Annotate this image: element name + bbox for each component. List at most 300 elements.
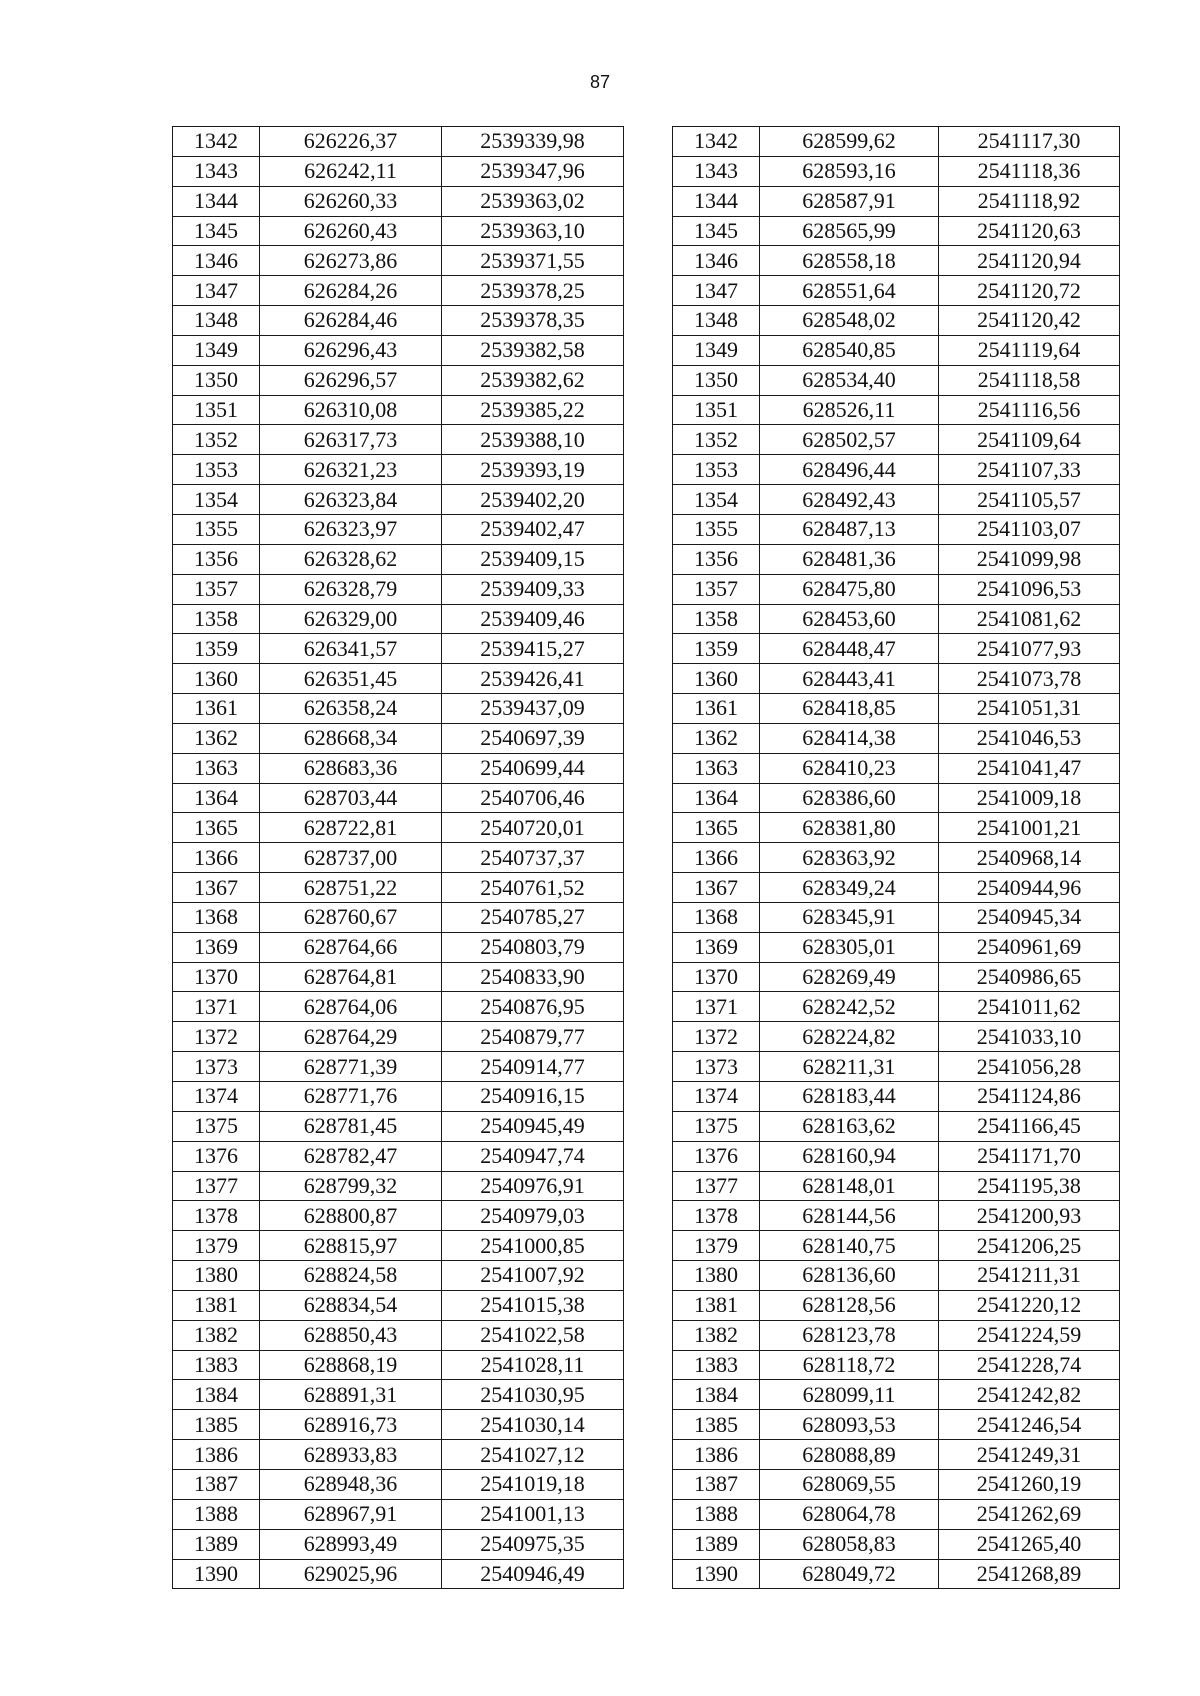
column-gap: [624, 1052, 673, 1082]
column-gap: [624, 932, 673, 962]
column-gap: [624, 1111, 673, 1141]
left-point-number: 1381: [173, 1290, 260, 1320]
left-point-number: 1342: [173, 127, 260, 157]
left-x-coordinate: 626321,23: [260, 455, 442, 485]
table-row: [173, 335, 1120, 365]
table-row: [173, 1111, 1120, 1141]
left-y-coordinate: 2539382,62: [442, 365, 624, 395]
left-point-number: 1390: [173, 1559, 260, 1589]
right-y-coordinate: 2540986,65: [939, 962, 1120, 992]
left-y-coordinate: 2540975,35: [442, 1529, 624, 1559]
column-gap: [624, 395, 673, 425]
left-y-coordinate: 2539385,22: [442, 395, 624, 425]
right-point-number: 1379: [673, 1231, 760, 1261]
left-x-coordinate: 628850,43: [260, 1320, 442, 1350]
right-point-number: 1377: [673, 1171, 760, 1201]
left-x-coordinate: 628764,06: [260, 992, 442, 1022]
left-point-number: 1389: [173, 1529, 260, 1559]
column-gap: [624, 1290, 673, 1320]
right-x-coordinate: 628148,01: [760, 1171, 939, 1201]
right-point-number: 1357: [673, 574, 760, 604]
table-row: [173, 186, 1120, 216]
right-y-coordinate: 2541118,92: [939, 186, 1120, 216]
column-gap: [624, 813, 673, 843]
left-point-number: 1383: [173, 1350, 260, 1380]
left-y-coordinate: 2540737,37: [442, 843, 624, 873]
left-y-coordinate: 2539402,20: [442, 485, 624, 515]
right-point-number: 1342: [673, 127, 760, 157]
left-y-coordinate: 2539402,47: [442, 514, 624, 544]
left-x-coordinate: 628751,22: [260, 873, 442, 903]
right-x-coordinate: 628540,85: [760, 335, 939, 365]
right-point-number: 1368: [673, 902, 760, 932]
right-x-coordinate: 628128,56: [760, 1290, 939, 1320]
right-point-number: 1351: [673, 395, 760, 425]
column-gap: [624, 455, 673, 485]
right-y-coordinate: 2541051,31: [939, 694, 1120, 724]
right-point-number: 1390: [673, 1559, 760, 1589]
right-point-number: 1371: [673, 992, 760, 1022]
left-y-coordinate: 2539347,96: [442, 156, 624, 186]
left-point-number: 1386: [173, 1440, 260, 1470]
column-gap: [624, 664, 673, 694]
table-row: [173, 1082, 1120, 1112]
table-row: [173, 276, 1120, 306]
left-point-number: 1365: [173, 813, 260, 843]
column-gap: [624, 1201, 673, 1231]
column-gap: [624, 276, 673, 306]
left-point-number: 1355: [173, 514, 260, 544]
right-x-coordinate: 628381,80: [760, 813, 939, 843]
left-x-coordinate: 626358,24: [260, 694, 442, 724]
right-point-number: 1382: [673, 1320, 760, 1350]
right-point-number: 1376: [673, 1141, 760, 1171]
right-y-coordinate: 2541220,12: [939, 1290, 1120, 1320]
left-x-coordinate: 628824,58: [260, 1261, 442, 1291]
table-row: [173, 1559, 1120, 1589]
left-x-coordinate: 626328,62: [260, 544, 442, 574]
right-point-number: 1367: [673, 873, 760, 903]
column-gap: [624, 723, 673, 753]
left-y-coordinate: 2540803,79: [442, 932, 624, 962]
left-point-number: 1358: [173, 604, 260, 634]
right-x-coordinate: 628487,13: [760, 514, 939, 544]
right-point-number: 1387: [673, 1469, 760, 1499]
right-x-coordinate: 628443,41: [760, 664, 939, 694]
table-row: [173, 932, 1120, 962]
left-x-coordinate: 626323,97: [260, 514, 442, 544]
left-y-coordinate: 2540697,39: [442, 723, 624, 753]
column-gap: [624, 753, 673, 783]
left-x-coordinate: 628722,81: [260, 813, 442, 843]
right-x-coordinate: 628242,52: [760, 992, 939, 1022]
left-x-coordinate: 626296,57: [260, 365, 442, 395]
left-y-coordinate: 2539371,55: [442, 246, 624, 276]
right-point-number: 1360: [673, 664, 760, 694]
column-gap: [624, 694, 673, 724]
column-gap: [624, 843, 673, 873]
right-point-number: 1350: [673, 365, 760, 395]
right-x-coordinate: 628136,60: [760, 1261, 939, 1291]
left-point-number: 1369: [173, 932, 260, 962]
left-y-coordinate: 2541030,14: [442, 1410, 624, 1440]
right-point-number: 1359: [673, 634, 760, 664]
column-gap: [624, 544, 673, 574]
column-gap: [624, 246, 673, 276]
right-y-coordinate: 2541242,82: [939, 1380, 1120, 1410]
table-row: [173, 694, 1120, 724]
column-gap: [624, 1320, 673, 1350]
table-row: [173, 723, 1120, 753]
column-gap: [624, 1529, 673, 1559]
table-row: [173, 1320, 1120, 1350]
left-x-coordinate: 626323,84: [260, 485, 442, 515]
column-gap: [624, 1082, 673, 1112]
left-y-coordinate: 2540879,77: [442, 1022, 624, 1052]
table-row: [173, 604, 1120, 634]
table-row: [173, 1141, 1120, 1171]
left-x-coordinate: 628782,47: [260, 1141, 442, 1171]
column-gap: [624, 992, 673, 1022]
right-x-coordinate: 628448,47: [760, 634, 939, 664]
left-point-number: 1350: [173, 365, 260, 395]
left-y-coordinate: 2539415,27: [442, 634, 624, 664]
left-x-coordinate: 628668,34: [260, 723, 442, 753]
right-point-number: 1372: [673, 1022, 760, 1052]
left-y-coordinate: 2539409,15: [442, 544, 624, 574]
right-y-coordinate: 2541118,36: [939, 156, 1120, 186]
right-x-coordinate: 628118,72: [760, 1350, 939, 1380]
right-x-coordinate: 628414,38: [760, 723, 939, 753]
column-gap: [624, 634, 673, 664]
right-x-coordinate: 628599,62: [760, 127, 939, 157]
column-gap: [624, 1231, 673, 1261]
right-point-number: 1348: [673, 306, 760, 336]
left-y-coordinate: 2539409,33: [442, 574, 624, 604]
column-gap: [624, 1171, 673, 1201]
left-y-coordinate: 2539382,58: [442, 335, 624, 365]
left-x-coordinate: 626260,43: [260, 216, 442, 246]
right-x-coordinate: 628453,60: [760, 604, 939, 634]
column-gap: [624, 306, 673, 336]
left-x-coordinate: 628948,36: [260, 1469, 442, 1499]
table-row: [173, 425, 1120, 455]
right-x-coordinate: 628305,01: [760, 932, 939, 962]
right-point-number: 1358: [673, 604, 760, 634]
right-y-coordinate: 2541120,72: [939, 276, 1120, 306]
right-y-coordinate: 2541120,42: [939, 306, 1120, 336]
column-gap: [624, 1440, 673, 1470]
column-gap: [624, 514, 673, 544]
table-row: [173, 843, 1120, 873]
page-number: 87: [589, 72, 611, 92]
right-point-number: 1384: [673, 1380, 760, 1410]
left-x-coordinate: 629025,96: [260, 1559, 442, 1589]
right-point-number: 1383: [673, 1350, 760, 1380]
left-point-number: 1347: [173, 276, 260, 306]
left-y-coordinate: 2540699,44: [442, 753, 624, 783]
right-x-coordinate: 628593,16: [760, 156, 939, 186]
right-x-coordinate: 628502,57: [760, 425, 939, 455]
right-y-coordinate: 2541249,31: [939, 1440, 1120, 1470]
left-point-number: 1387: [173, 1469, 260, 1499]
right-point-number: 1373: [673, 1052, 760, 1082]
right-x-coordinate: 628123,78: [760, 1320, 939, 1350]
column-gap: [624, 1559, 673, 1589]
right-x-coordinate: 628551,64: [760, 276, 939, 306]
right-y-coordinate: 2540944,96: [939, 873, 1120, 903]
right-x-coordinate: 628587,91: [760, 186, 939, 216]
table-row: [173, 1261, 1120, 1291]
left-x-coordinate: 628834,54: [260, 1290, 442, 1320]
right-x-coordinate: 628496,44: [760, 455, 939, 485]
left-point-number: 1361: [173, 694, 260, 724]
right-y-coordinate: 2541119,64: [939, 335, 1120, 365]
left-y-coordinate: 2539388,10: [442, 425, 624, 455]
left-x-coordinate: 626351,45: [260, 664, 442, 694]
right-x-coordinate: 628363,92: [760, 843, 939, 873]
right-x-coordinate: 628565,99: [760, 216, 939, 246]
left-y-coordinate: 2540706,46: [442, 783, 624, 813]
right-y-coordinate: 2541009,18: [939, 783, 1120, 813]
table-row: [173, 1410, 1120, 1440]
left-y-coordinate: 2539363,02: [442, 186, 624, 216]
left-point-number: 1373: [173, 1052, 260, 1082]
table-row: [173, 1380, 1120, 1410]
column-gap: [624, 425, 673, 455]
right-y-coordinate: 2541262,69: [939, 1499, 1120, 1529]
right-y-coordinate: 2541105,57: [939, 485, 1120, 515]
right-y-coordinate: 2541041,47: [939, 753, 1120, 783]
left-x-coordinate: 628771,39: [260, 1052, 442, 1082]
right-point-number: 1369: [673, 932, 760, 962]
right-point-number: 1386: [673, 1440, 760, 1470]
left-point-number: 1360: [173, 664, 260, 694]
right-point-number: 1374: [673, 1082, 760, 1112]
left-y-coordinate: 2540761,52: [442, 873, 624, 903]
right-point-number: 1378: [673, 1201, 760, 1231]
table-row: [173, 1231, 1120, 1261]
coordinates-table: [172, 126, 1120, 1589]
left-x-coordinate: 626284,46: [260, 306, 442, 336]
left-y-coordinate: 2540976,91: [442, 1171, 624, 1201]
left-x-coordinate: 626328,79: [260, 574, 442, 604]
left-y-coordinate: 2540979,03: [442, 1201, 624, 1231]
left-x-coordinate: 628799,32: [260, 1171, 442, 1201]
right-x-coordinate: 628058,83: [760, 1529, 939, 1559]
right-y-coordinate: 2541195,38: [939, 1171, 1120, 1201]
right-y-coordinate: 2541033,10: [939, 1022, 1120, 1052]
right-y-coordinate: 2541124,86: [939, 1082, 1120, 1112]
table-row: [173, 992, 1120, 1022]
left-x-coordinate: 626242,11: [260, 156, 442, 186]
column-gap: [624, 873, 673, 903]
left-point-number: 1379: [173, 1231, 260, 1261]
left-y-coordinate: 2539393,19: [442, 455, 624, 485]
left-point-number: 1362: [173, 723, 260, 753]
right-x-coordinate: 628349,24: [760, 873, 939, 903]
left-y-coordinate: 2540947,74: [442, 1141, 624, 1171]
table-row: [173, 1469, 1120, 1499]
column-gap: [624, 1022, 673, 1052]
right-point-number: 1389: [673, 1529, 760, 1559]
left-point-number: 1385: [173, 1410, 260, 1440]
table-row: [173, 634, 1120, 664]
right-point-number: 1355: [673, 514, 760, 544]
left-point-number: 1353: [173, 455, 260, 485]
right-y-coordinate: 2541109,64: [939, 425, 1120, 455]
right-x-coordinate: 628526,11: [760, 395, 939, 425]
right-y-coordinate: 2541077,93: [939, 634, 1120, 664]
right-x-coordinate: 628345,91: [760, 902, 939, 932]
right-point-number: 1345: [673, 216, 760, 246]
right-x-coordinate: 628475,80: [760, 574, 939, 604]
right-y-coordinate: 2541107,33: [939, 455, 1120, 485]
table-row: [173, 455, 1120, 485]
column-gap: [624, 604, 673, 634]
right-y-coordinate: 2541120,94: [939, 246, 1120, 276]
left-x-coordinate: 626341,57: [260, 634, 442, 664]
left-point-number: 1370: [173, 962, 260, 992]
left-x-coordinate: 628781,45: [260, 1111, 442, 1141]
right-y-coordinate: 2541118,58: [939, 365, 1120, 395]
right-x-coordinate: 628160,94: [760, 1141, 939, 1171]
right-y-coordinate: 2541120,63: [939, 216, 1120, 246]
right-point-number: 1349: [673, 335, 760, 365]
left-x-coordinate: 628737,00: [260, 843, 442, 873]
left-point-number: 1351: [173, 395, 260, 425]
left-x-coordinate: 626296,43: [260, 335, 442, 365]
table-row: [173, 813, 1120, 843]
left-point-number: 1384: [173, 1380, 260, 1410]
right-y-coordinate: 2541246,54: [939, 1410, 1120, 1440]
left-y-coordinate: 2541022,58: [442, 1320, 624, 1350]
left-y-coordinate: 2539409,46: [442, 604, 624, 634]
left-point-number: 1344: [173, 186, 260, 216]
left-x-coordinate: 628868,19: [260, 1350, 442, 1380]
right-x-coordinate: 628481,36: [760, 544, 939, 574]
column-gap: [624, 574, 673, 604]
left-point-number: 1380: [173, 1261, 260, 1291]
left-y-coordinate: 2540945,49: [442, 1111, 624, 1141]
right-point-number: 1365: [673, 813, 760, 843]
right-x-coordinate: 628492,43: [760, 485, 939, 515]
left-y-coordinate: 2540785,27: [442, 902, 624, 932]
left-point-number: 1363: [173, 753, 260, 783]
right-point-number: 1352: [673, 425, 760, 455]
column-gap: [624, 127, 673, 157]
table-row: [173, 753, 1120, 783]
right-x-coordinate: 628418,85: [760, 694, 939, 724]
right-y-coordinate: 2540945,34: [939, 902, 1120, 932]
right-point-number: 1366: [673, 843, 760, 873]
left-x-coordinate: 628815,97: [260, 1231, 442, 1261]
table-row: [173, 783, 1120, 813]
right-point-number: 1343: [673, 156, 760, 186]
left-point-number: 1371: [173, 992, 260, 1022]
table-row: [173, 1022, 1120, 1052]
left-y-coordinate: 2539378,35: [442, 306, 624, 336]
left-y-coordinate: 2540720,01: [442, 813, 624, 843]
left-point-number: 1356: [173, 544, 260, 574]
right-y-coordinate: 2541081,62: [939, 604, 1120, 634]
right-point-number: 1362: [673, 723, 760, 753]
left-y-coordinate: 2541000,85: [442, 1231, 624, 1261]
left-point-number: 1352: [173, 425, 260, 455]
left-x-coordinate: 626284,26: [260, 276, 442, 306]
right-x-coordinate: 628064,78: [760, 1499, 939, 1529]
table-row: [173, 514, 1120, 544]
table-row: [173, 902, 1120, 932]
right-x-coordinate: 628144,56: [760, 1201, 939, 1231]
left-x-coordinate: 628993,49: [260, 1529, 442, 1559]
left-point-number: 1357: [173, 574, 260, 604]
right-x-coordinate: 628088,89: [760, 1440, 939, 1470]
left-x-coordinate: 626273,86: [260, 246, 442, 276]
left-point-number: 1375: [173, 1111, 260, 1141]
table-row: [173, 395, 1120, 425]
right-x-coordinate: 628386,60: [760, 783, 939, 813]
table-row: [173, 664, 1120, 694]
table-row: [173, 1350, 1120, 1380]
left-x-coordinate: 628764,66: [260, 932, 442, 962]
left-x-coordinate: 626226,37: [260, 127, 442, 157]
left-point-number: 1354: [173, 485, 260, 515]
right-x-coordinate: 628183,44: [760, 1082, 939, 1112]
right-x-coordinate: 628558,18: [760, 246, 939, 276]
right-point-number: 1347: [673, 276, 760, 306]
left-x-coordinate: 628760,67: [260, 902, 442, 932]
right-y-coordinate: 2540961,69: [939, 932, 1120, 962]
right-y-coordinate: 2541211,31: [939, 1261, 1120, 1291]
right-y-coordinate: 2541260,19: [939, 1469, 1120, 1499]
right-x-coordinate: 628069,55: [760, 1469, 939, 1499]
left-point-number: 1348: [173, 306, 260, 336]
column-gap: [624, 1141, 673, 1171]
left-y-coordinate: 2541019,18: [442, 1469, 624, 1499]
table-row: [173, 873, 1120, 903]
table-row: [173, 246, 1120, 276]
right-y-coordinate: 2541117,30: [939, 127, 1120, 157]
column-gap: [624, 156, 673, 186]
left-y-coordinate: 2539378,25: [442, 276, 624, 306]
left-x-coordinate: 628764,81: [260, 962, 442, 992]
right-point-number: 1375: [673, 1111, 760, 1141]
left-y-coordinate: 2541027,12: [442, 1440, 624, 1470]
left-y-coordinate: 2540876,95: [442, 992, 624, 1022]
right-x-coordinate: 628163,62: [760, 1111, 939, 1141]
column-gap: [624, 216, 673, 246]
left-point-number: 1372: [173, 1022, 260, 1052]
right-point-number: 1346: [673, 246, 760, 276]
column-gap: [624, 1469, 673, 1499]
table-row: [173, 216, 1120, 246]
left-x-coordinate: 628800,87: [260, 1201, 442, 1231]
left-point-number: 1388: [173, 1499, 260, 1529]
right-y-coordinate: 2541099,98: [939, 544, 1120, 574]
left-point-number: 1374: [173, 1082, 260, 1112]
right-y-coordinate: 2541171,70: [939, 1141, 1120, 1171]
table-row: [173, 1052, 1120, 1082]
right-x-coordinate: 628140,75: [760, 1231, 939, 1261]
right-x-coordinate: 628410,23: [760, 753, 939, 783]
right-y-coordinate: 2541096,53: [939, 574, 1120, 604]
right-point-number: 1354: [673, 485, 760, 515]
right-point-number: 1361: [673, 694, 760, 724]
left-point-number: 1345: [173, 216, 260, 246]
right-y-coordinate: 2541268,89: [939, 1559, 1120, 1589]
left-y-coordinate: 2541030,95: [442, 1380, 624, 1410]
